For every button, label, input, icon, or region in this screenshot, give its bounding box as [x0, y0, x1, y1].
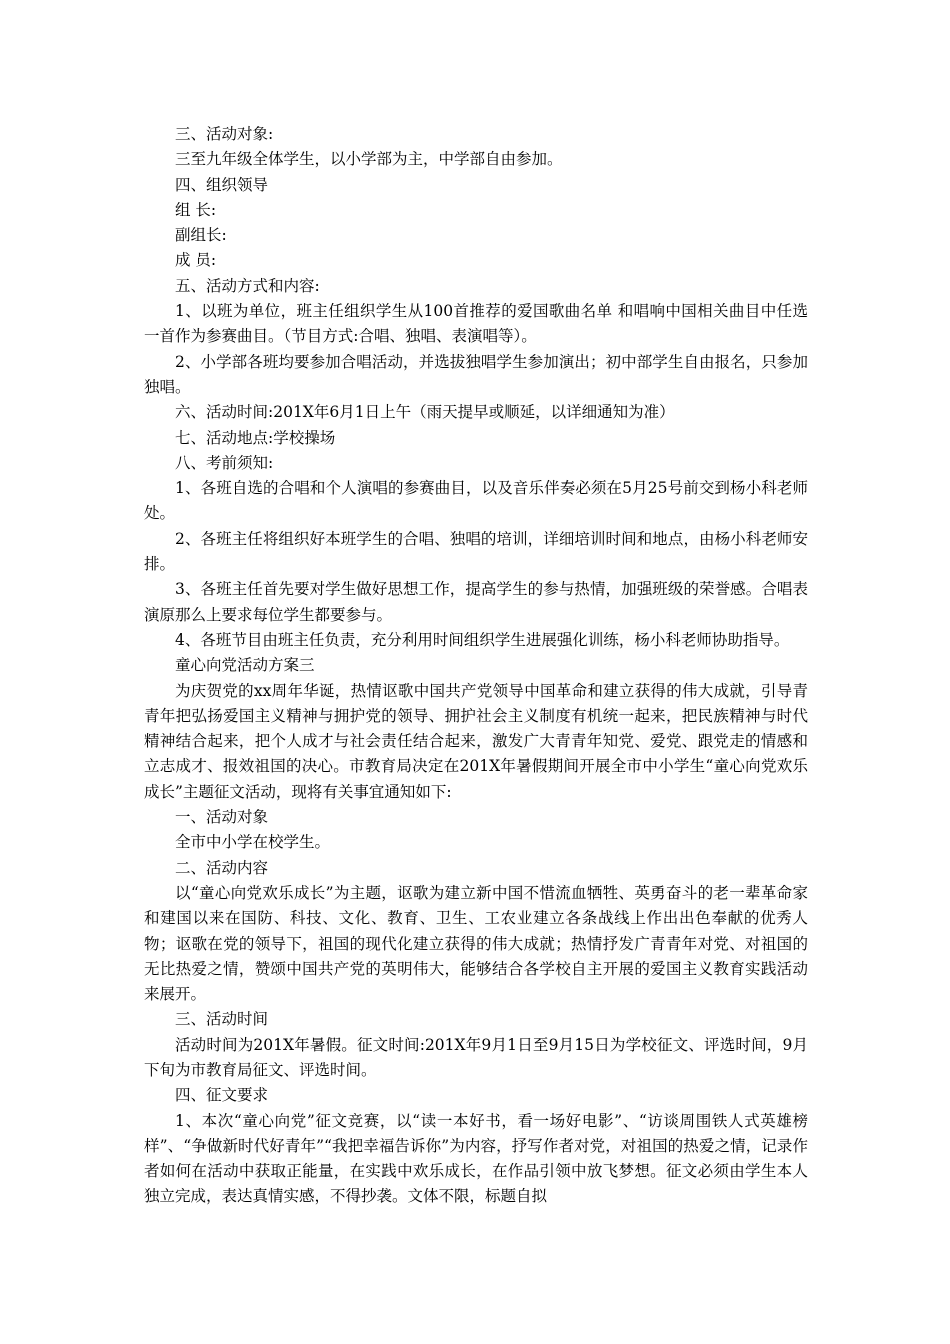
paragraph: 活动时间为201X年暑假。征文时间:201X年9月1日至9月15日为学校征文、评选时间，9月下旬为市教育局征文、评选时间。	[144, 1035, 808, 1079]
paragraph: 三、活动对象:	[175, 125, 274, 143]
paragraph: 三至九年级全体学生，以小学部为主，中学部自由参加。	[175, 150, 563, 169]
paragraph: 2、小学部各班均要参加合唱活动，并选拔独唱学生参加演出；初中部学生自由报名，只参加独唱。	[144, 352, 808, 396]
paragraph: 成 员:	[175, 251, 217, 270]
paragraph: 组 长:	[175, 200, 217, 219]
paragraph: 四、征文要求	[175, 1086, 269, 1105]
paragraph: 1、以班为单位，班主任组织学生从100首推荐的爱国歌曲名单 和唱响中国相关曲目中任选一首作为参赛曲目。（节目方式:合唱、独唱、表演唱等）。	[144, 302, 808, 346]
paragraph: 1、本次“童心向党”征文竞赛，以“读一本好书，看一场好电影”、“访谈周围铁人式英雄榜样”、“争做新时代好青年”“我把幸福告诉你”为内容，抒写作者对党，对祖国的热爱之情，记录作者如何在活动中获取正能量，在实践中欢乐成长，在作品引领中放飞梦想。征文必须由学生本人独立完成，表达真情实感，不得抄袭。文体不限，标题自拟	[144, 1111, 808, 1206]
paragraph: 3、各班主任首先要对学生做好思想工作，提高学生的参与热情，加强班级的荣誉感。合唱表演原那么上要求每位学生都要参与。	[144, 580, 808, 624]
paragraph: 三、活动时间	[175, 1010, 269, 1029]
section-heading: 童心向党活动方案三	[175, 656, 315, 675]
paragraph: 全市中小学在校学生。	[175, 833, 331, 852]
paragraph: 一、活动对象	[175, 808, 269, 827]
paragraph: 4、各班节目由班主任负责，充分利用时间组织学生进展强化训练，杨小科老师协助指导。	[175, 630, 790, 649]
paragraph: 七、活动地点:学校操场	[175, 428, 336, 447]
paragraph: 为庆贺党的xx周年华诞，热情讴歌中国共产党领导中国革命和建立获得的伟大成就，引导青青年把弘扬爱国主义精神与拥护党的领导、拥护社会主义制度有机统一起来，把民族精神与时代精神结合起来，把个人成才与社会责任结合起来，激发广大青青年知党、爱党、跟党走的情感和立志成才、报效祖国的决心。市教育局决定在201X年暑假期间开展全市中小学生“童心向党欢乐成长”主题征文活动，现将有关事宜通知如下:	[144, 681, 808, 801]
paragraph: 四、组织领导	[175, 175, 269, 194]
paragraph: 二、活动内容	[175, 858, 269, 877]
paragraph: 八、考前须知:	[175, 453, 274, 472]
paragraph: 2、各班主任将组织好本班学生的合唱、独唱的培训，详细培训时间和地点，由杨小科老师安排。	[144, 529, 808, 574]
paragraph: 以“童心向党欢乐成长”为主题，讴歌为建立新中国不惜流血牺牲、英勇奋斗的老一辈革命家和建国以来在国防、科技、文化、教育、卫生、工农业建立各条战线上作出出色奉献的优秀人物；讴歌在党的领导下，祖国的现代化建立获得的伟大成就；热情抒发广青青年对党、对祖国的无比热爱之情，赞颂中国共产党的英明伟大，能够结合各学校自主开展的爱国主义教育实践活动来展开。	[144, 883, 808, 1004]
document-body	[144, 122, 808, 1210]
paragraph: 1、各班自选的合唱和个人演唱的参赛曲目，以及音乐伴奏必须在5月25号前交到杨小科老师处。	[144, 479, 808, 523]
paragraph: 副组长:	[175, 226, 227, 245]
paragraph: 六、活动时间:201X年6月1日上午（雨天提早或顺延，以详细通知为准）	[175, 403, 675, 422]
paragraph: 五、活动方式和内容:	[175, 276, 320, 295]
